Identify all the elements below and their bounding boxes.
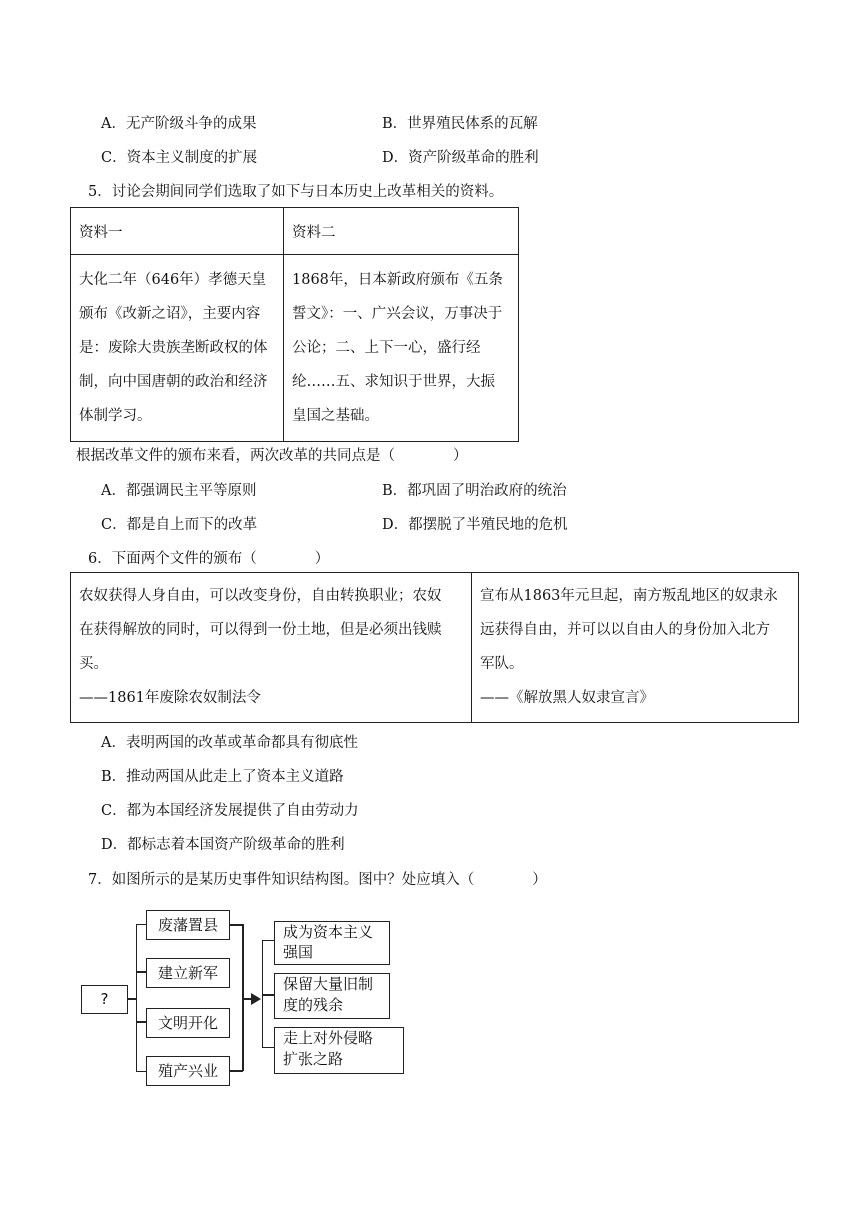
q5-header-1: 资料一 [71,208,284,255]
diagram-result-box: 保留大量旧制 度的残余 [274,973,390,1019]
bracket-tick [136,1021,146,1023]
root-connector [127,998,136,1000]
bracket-tick [136,971,146,973]
diagram-measure-box: 废藩置县 [146,910,230,940]
q5-option-b: B．都巩固了明治政府的统治 [382,483,567,499]
q4-option-c: C．资本主义制度的扩展 [101,150,258,166]
q5-stem: 5．讨论会期间同学们选取了如下与日本历史上改革相关的资料。 [88,184,504,200]
q5-source-1: 大化二年（646年）孝德天皇 颁布《改新之诏》，主要内容 是：废除大贵族垄断政权的体 制，向中国唐朝的政治和经济 体制学习。 [71,255,284,442]
q6-option-c: C．都为本国经济发展提供了自由劳动力 [101,803,359,819]
q5-option-c: C．都是自上而下的改革 [101,517,258,533]
diagram-measure-box: 殖产兴业 [146,1056,230,1086]
diagram-root-box: ? [81,985,128,1014]
q5-source-2: 1868年，日本新政府颁布《五条 誓文》：一、广兴会议，万事决于 公论；二、上下一心，盛行经 纶……五、求知识于世界，大振 皇国之基础。 [284,255,519,442]
measures-join [229,1070,243,1072]
diagram-measure-box: 建立新军 [146,958,230,988]
q6-source-serfdom: 农奴获得人身自由，可以改变身份，自由转换职业；农奴 在获得解放的同时，可以得到一份土地，但是必须出钱赎 买。 ——1861年废除农奴制法令 [71,573,472,723]
arrow-head-icon [251,993,261,1005]
diagram-result-box: 成为资本主义 强国 [274,921,390,965]
q5-option-a: A．都强调民主平等原则 [101,483,257,499]
q6-stem: 6．下面两个文件的颁布（ ） [88,551,330,567]
q6-option-d: D．都标志着本国资产阶级革命的胜利 [101,837,345,853]
q5-header-2: 资料二 [284,208,519,255]
q6-option-a: A．表明两国的改革或革命都具有彻底性 [101,735,358,751]
diagram-result-box: 走上对外侵略 扩张之路 [274,1027,404,1074]
measures-join [229,924,243,926]
q5-option-d: D．都摆脱了半殖民地的危机 [382,517,568,533]
bracket-tick [262,994,274,996]
q5-question: 根据改革文件的颁布来看，两次改革的共同点是（ ） [76,448,468,464]
q6-option-b: B．推动两国从此走上了资本主义道路 [101,769,344,785]
q5-source-table [70,207,519,442]
q6-source-emancipation: 宣布从1863年元旦起，南方叛乱地区的奴隶永 远获得自由，并可以以自由人的身份加入北方 军队。 ——《解放黑人奴隶宣言》 [472,573,799,723]
q4-option-d: D．资产阶级革命的胜利 [382,150,539,166]
q6-source-table [70,572,799,723]
q4-option-b: B．世界殖民体系的瓦解 [382,116,538,132]
measures-bracket [136,924,147,1072]
q7-stem: 7．如图所示的是某历史事件知识结构图。图中？处应填入（ ） [88,872,547,888]
q4-option-a: A．无产阶级斗争的成果 [101,116,257,132]
diagram-measure-box: 文明开化 [146,1008,230,1038]
